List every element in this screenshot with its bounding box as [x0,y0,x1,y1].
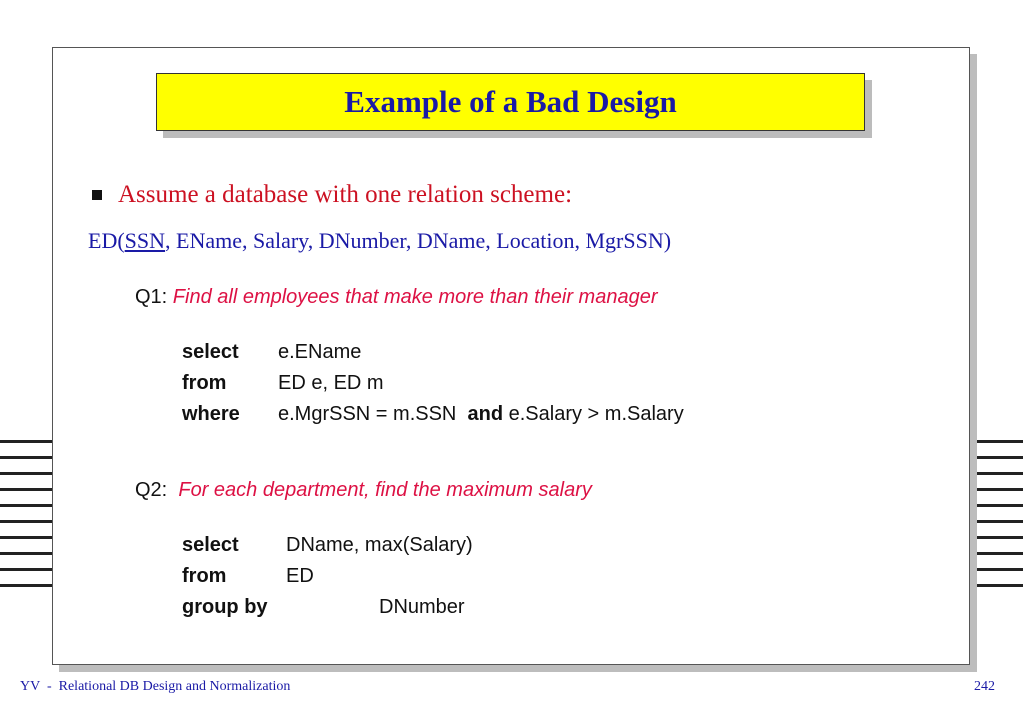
sql-row-from [182,561,473,592]
sql-value: DNumber [379,596,465,618]
sql-row-groupby [182,592,473,623]
square-bullet-icon [92,190,102,200]
q1-description: Find all employees that make more than their manager [172,286,658,308]
sql-keyword: from [182,565,227,587]
sql-row-where [182,399,684,430]
relation-schema [88,228,671,254]
footer-page-number: 242 [974,679,995,694]
schema-rest: , EName, Salary, DNumber, DName, Location, MgrSSN) [165,228,672,253]
sql-value: e.EName [278,341,362,363]
sql-keyword: select [182,534,239,556]
footer-course-title: YV - Relational DB Design and Normalization [20,679,291,694]
q2-heading [135,479,592,502]
q1-sql-block [182,337,684,430]
q1-label: Q1: [135,286,173,308]
decorative-stripes-right [972,440,1023,600]
sql-keyword-and: and [467,403,504,425]
sql-value: ED e, ED m [278,372,384,394]
q2-sql-block [182,530,473,623]
sql-value: e.Salary > m.Salary [503,403,684,425]
bullet-item [92,181,572,209]
bullet-text: Assume a database with one relation scheme: [118,181,573,208]
q1-heading [135,286,657,309]
sql-value: e.MgrSSN = m.SSN [278,403,468,425]
sql-row-from [182,368,684,399]
sql-keyword: from [182,372,227,394]
sql-row-select [182,337,684,368]
decorative-stripes-left [0,440,52,600]
sql-keyword: select [182,341,239,363]
slide-title: Example of a Bad Design [344,84,677,119]
schema-prefix: ED( [88,228,125,253]
sql-keyword: where [182,403,240,425]
title-box [156,73,865,131]
sql-keyword: group by [182,596,268,618]
sql-value: ED [286,565,314,587]
sql-value: DName, max(Salary) [286,534,473,556]
q2-label: Q2: [135,479,179,501]
sql-row-select [182,530,473,561]
q2-description: For each department, find the maximum salary [178,479,592,501]
schema-key: SSN [124,228,166,253]
